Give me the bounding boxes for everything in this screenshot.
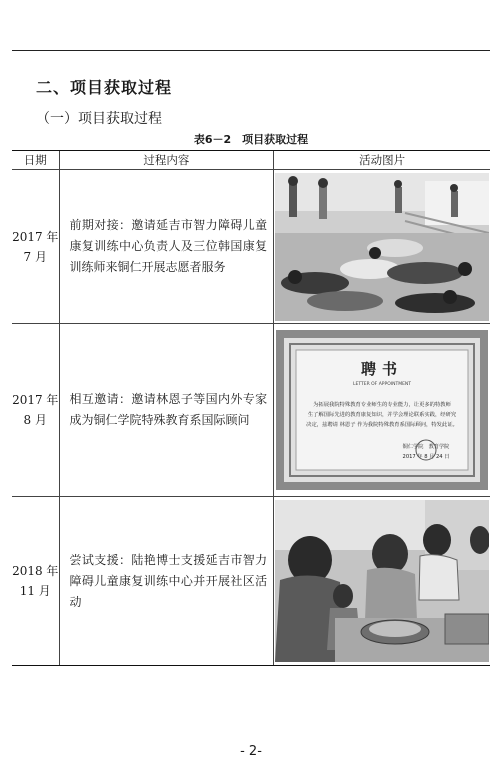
content-cell: 尝试支援：陆艳博士支援延吉市智力障碍儿童康复训练中心并开展社区活动 xyxy=(59,497,274,666)
date-year: 2017 年 xyxy=(12,229,59,244)
date-cell xyxy=(12,497,59,666)
table-caption: 表6－2 项目获取过程 xyxy=(193,133,309,146)
date-month: 11 月 xyxy=(19,584,51,598)
date-year: 2017 年 xyxy=(12,393,59,407)
subsection-title: （一）项目获取过程 xyxy=(36,111,162,127)
photo-cell xyxy=(274,170,490,324)
certificate-subtitle: LETTER OF APPOINTMENT xyxy=(353,382,412,387)
header-photo: 活动图片 xyxy=(274,151,490,170)
table-row xyxy=(12,170,490,324)
header-rule xyxy=(12,50,490,51)
date-cell xyxy=(12,170,59,324)
table-header-row xyxy=(12,151,490,170)
content-cell: 前期对接：邀请延吉市智力障碍儿童康复训练中心负责人及三位韩国康复训练师来铜仁开展志愿者服务 xyxy=(59,170,274,324)
appointment-certificate-photo xyxy=(276,330,488,490)
process-table xyxy=(12,150,490,666)
certificate-issuer: 铜仁学院 教育学院 xyxy=(402,444,450,450)
date-month: 7 月 xyxy=(23,249,47,264)
date-year: 2018 年 xyxy=(12,564,59,578)
date-month: 8 月 xyxy=(23,413,47,427)
header-date: 日期 xyxy=(12,151,59,170)
table-row xyxy=(12,497,490,666)
table-row xyxy=(12,324,490,497)
section-title: 二、项目获取过程 xyxy=(36,78,173,97)
rehab-training-photo xyxy=(275,173,489,321)
certificate-body-1: 为拓展我院特殊教育专业师生的专业能力，让更多的特教师 xyxy=(313,402,451,408)
certificate-body-2: 生了解国际先进的教育康复知识，并学会理论联系实践，经研究 xyxy=(307,412,457,418)
certificate-date: 2017 年 8 月 24 日 xyxy=(402,454,450,460)
date-cell xyxy=(12,324,59,497)
photo-cell xyxy=(274,324,490,497)
community-activity-photo xyxy=(275,500,489,662)
content-cell: 相互邀请：邀请林恩子等国内外专家成为铜仁学院特殊教育系国际顾问 xyxy=(59,324,274,497)
photo-cell xyxy=(274,497,490,666)
header-content: 过程内容 xyxy=(59,151,274,170)
certificate-title: 聘书 xyxy=(361,360,404,378)
page-number: - 2- xyxy=(240,744,262,759)
certificate-body-3: 决定，兹聘请 林恩子 作为我院特殊教育系国际顾问，特发此证。 xyxy=(306,422,458,428)
